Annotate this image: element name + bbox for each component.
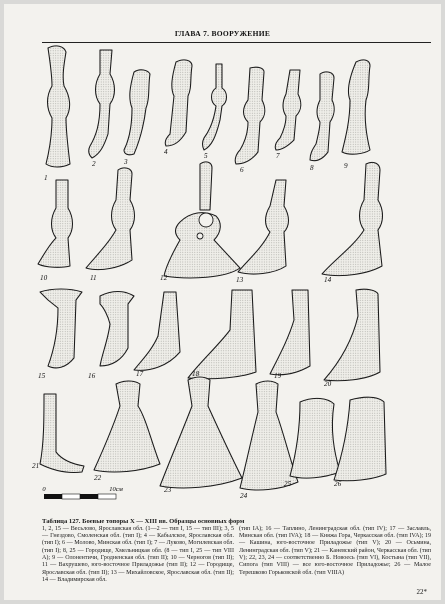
axe-drawing [100,292,134,367]
axe-drawing [203,64,227,150]
axe-drawing [188,290,256,379]
axe-drawing [94,381,160,472]
axe-drawing [240,381,298,490]
figure-label: 20 [324,380,332,388]
axe-drawing [134,292,180,370]
scale-bar [42,486,122,499]
axe-drawing [38,180,73,267]
axe-socket [197,233,203,239]
figure-label: 6 [240,166,244,174]
scale-end-label: 10см [109,486,123,493]
axe-drawing [322,162,383,275]
axe-drawing [238,180,289,274]
figure-label: 3 [124,158,128,166]
axe-drawing [334,397,386,481]
figure-label: 19 [274,372,282,380]
axe-drawing [290,398,340,478]
axe-drawing [124,70,150,155]
caption-column-right: (тип IA); 16 — Таплино, Ленинградская обл. (тип IV); 17 — Заславль, Минская обл. (тип IVA); 18 — Княжа Гора, Черкасская обл. (тип IVA); 19 — Кашина, юго-восточное Приладожье (тип V); 20 — Осьмина, Ленинградская обл. (тип V); 21 — Каневский район, Черкасская обл. (тип V); 22, 23, 24 — соответственно Б. Новоесь (тип VI), Костына (тип VII), Сипога (тип VIII) — все юго-восточное Приладожье; 26 — Малое Терешково Горьковской обл. (тип VIIIA) [239,525,431,576]
axe-drawing [342,60,370,154]
page-number: 22* [416,588,427,596]
axe-drawing [235,67,265,164]
figure-label: 7 [276,152,280,160]
caption-column-left: 1, 2, 15 — Весьлово, Ярославская обл. (1—2 — тип I, 15 — тип III); 3, 5 — Гнездово, Смоленская обл. (тип I); 4 — Кабылское, Ярославская обл. (тип I); 6 — Молово, Минская обл. (тип I); 7 — Луково, Могилевская обл. (тип I); 8, 25 — Городище, Хмельницкая обл. (8 — тип I, 25 — тип VIII А); 9 — Олонентичи, Гродненская обл. (тип II); 10 — Черногов (тип II); 11 — Вахрушево, юго-восточное Приладожье (тип II); 12 — Городище, Ярославская обл. (тип II); 13 — Михайловское, Ярославская обл. (тип II); 14 — Владимирская обл. [42,525,234,583]
axe-drawing [89,50,115,158]
figure-label: 15 [38,372,46,380]
figure-label: 4 [164,148,168,156]
figure-label: 8 [310,164,314,172]
axe-drawing [160,377,242,488]
axe-drawing [310,72,334,161]
figure-label: 13 [236,276,244,284]
axe-drawing [165,60,192,146]
figure-label: 24 [240,492,248,500]
figure-label: 18 [192,370,200,378]
axe-drawing [46,46,70,167]
figure-caption [42,518,431,584]
axe-drawing [275,70,301,150]
chapter-title: ГЛАВА 7. ВООРУЖЕНИЕ [174,29,271,38]
axe-drawing [40,394,84,473]
axe-drawing [270,290,310,375]
figure-label: 1 [44,174,48,182]
figure-label: 25 [284,480,292,488]
axe-plate-illustration [4,4,441,600]
caption-title: Таблица 127. Боевые топоры X — XIII вв. Образцы основных форм [42,518,245,525]
figure-label: 11 [90,274,97,282]
figure-label: 5 [204,152,208,160]
figure-label: 26 [334,480,342,488]
figure-label: 16 [88,372,96,380]
axe-drawing [40,289,82,368]
scale-start-label: 0 [42,486,46,493]
axe-drawing [86,168,135,270]
figure-label: 14 [324,276,332,284]
book-page [4,4,441,600]
figure-label: 23 [164,486,172,494]
figure-label: 17 [136,370,144,378]
axe-socket [199,213,213,227]
figure-label: 10 [40,274,48,282]
figure-label: 12 [160,274,168,282]
axe-drawing [324,289,380,381]
figure-label: 9 [344,162,348,170]
figure-label: 2 [92,160,96,168]
figure-label: 21 [32,462,40,470]
figure-label: 22 [94,474,102,482]
